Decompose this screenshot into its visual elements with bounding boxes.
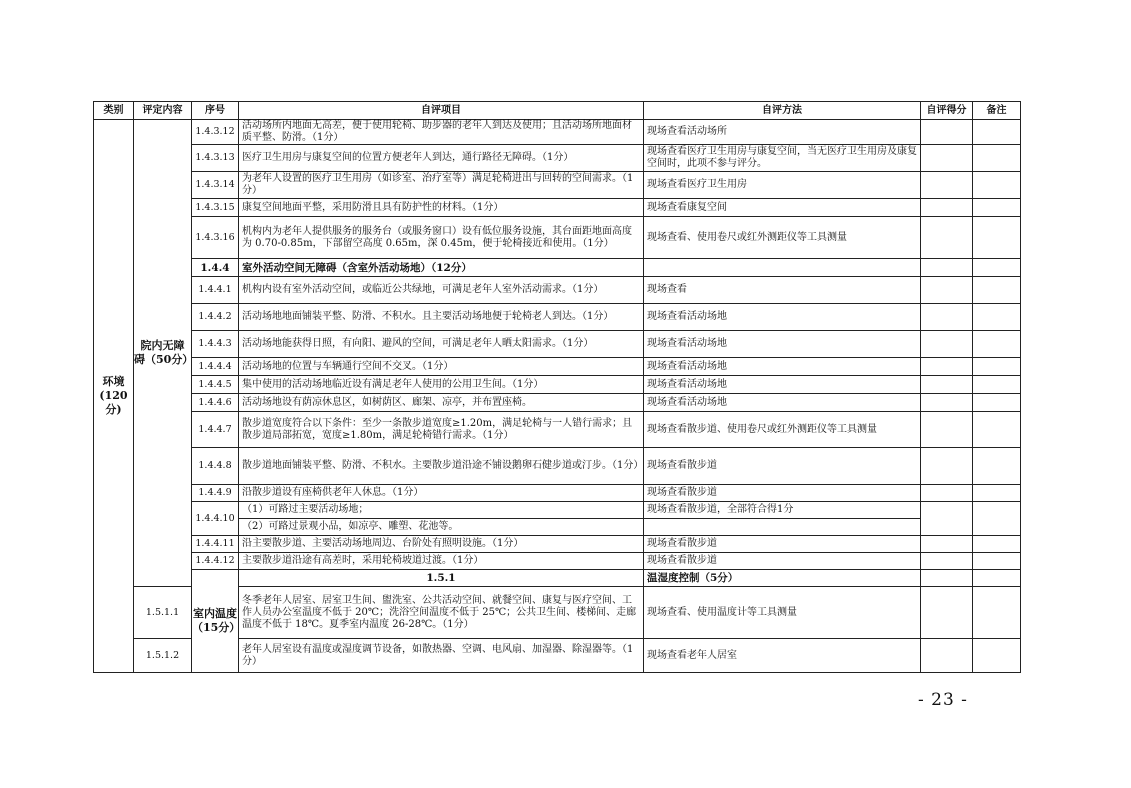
row-method: 现场查看散步道，全部符合得1分 (644, 502, 921, 519)
row-method: 现场查看散步道 (644, 485, 921, 502)
row-number: 1.4.4.11 (192, 536, 239, 553)
row-method: 现场查看活动场地 (644, 358, 921, 376)
row-method: 现场查看老年人居室 (644, 639, 921, 673)
section-method-cell (644, 259, 921, 277)
score-cell[interactable] (921, 145, 973, 172)
table-row (94, 277, 1021, 304)
note-cell[interactable] (973, 217, 1021, 259)
note-cell[interactable] (973, 394, 1021, 412)
row-number: 1.4.3.12 (192, 120, 239, 145)
row-number: 1.4.4.9 (192, 485, 239, 502)
row-item: 机构内为老年人提供服务的服务台（或服务窗口）设有低位服务设施，其台面距地面高度为 0.70-0.85m，下部留空高度 0.65m，深 0.45m，便于轮椅接近和使用。（1分） (239, 217, 644, 259)
table-row (94, 376, 1021, 394)
table-row (94, 172, 1021, 199)
row-number: 1.4.3.13 (192, 145, 239, 172)
row-method: 现场查看医疗卫生用房 (644, 172, 921, 199)
row-method: 现场查看活动场所 (644, 120, 921, 145)
subcategory-line: 院内无障 (140, 339, 185, 352)
score-cell[interactable] (921, 448, 973, 485)
note-cell[interactable] (973, 277, 1021, 304)
subcategory-accessibility (134, 120, 192, 587)
row-item: 医疗卫生用房与康复空间的位置方便老年人到达，通行路径无障碍。（1分） (239, 145, 644, 172)
table-row (94, 502, 1021, 519)
row-method: 现场查看散步道 (644, 448, 921, 485)
row-method: 现场查看康复空间 (644, 199, 921, 217)
row-item: 机构内设有室外活动空间，或临近公共绿地，可满足老年人室外活动需求。（1分） (239, 277, 644, 304)
section-number: 1.4.4 (192, 259, 239, 277)
note-cell[interactable] (973, 553, 1021, 570)
section-title: 温湿度控制（5分） (644, 570, 921, 587)
row-method: 现场查看活动场地 (644, 376, 921, 394)
row-item: 主要散步道沿途有高差时，采用轮椅坡道过渡。（1分） (239, 553, 644, 570)
header-seq: 序号 (192, 102, 239, 120)
note-cell[interactable] (973, 639, 1021, 673)
section-row (94, 259, 1021, 277)
row-method: 现场查看活动场地 (644, 331, 921, 358)
row-number: 1.4.4.3 (192, 331, 239, 358)
note-cell[interactable] (973, 199, 1021, 217)
table-row (94, 448, 1021, 485)
table-row (94, 145, 1021, 172)
row-method: 现场查看、使用卷尺或红外测距仪等工具测量 (644, 217, 921, 259)
subcategory-line: 碍（50分） (134, 353, 194, 366)
row-item: 散步道宽度符合以下条件：至少一条散步道宽度≥1.20m，满足轮椅与一人错行需求；且散步道局部拓宽，宽度≥1.80m，满足轮椅错行需求。（1分） (239, 412, 644, 448)
row-method-empty (644, 519, 921, 536)
row-item: 为老年人设置的医疗卫生用房（如诊室、治疗室等）满足轮椅进出与回转的空间需求。（1分） (239, 172, 644, 199)
score-cell[interactable] (921, 394, 973, 412)
header-content: 评定内容 (134, 102, 192, 120)
score-cell[interactable] (921, 639, 973, 673)
row-number: 1.4.4.1 (192, 277, 239, 304)
row-number: 1.4.4.7 (192, 412, 239, 448)
score-cell[interactable] (921, 259, 973, 277)
subcategory-line: 室内温度 (193, 607, 237, 620)
row-number: 1.4.4.12 (192, 553, 239, 570)
row-method: 现场查看 (644, 277, 921, 304)
row-number: 1.4.3.16 (192, 217, 239, 259)
note-cell[interactable] (973, 259, 1021, 277)
row-number: 1.4.4.8 (192, 448, 239, 485)
subcategory-line: （15分） (192, 621, 241, 634)
note-cell[interactable] (973, 145, 1021, 172)
row-item: 康复空间地面平整，采用防滑且具有防护性的材料。（1分） (239, 199, 644, 217)
table-row (94, 217, 1021, 259)
table-row (94, 120, 1021, 145)
row-method: 现场查看医疗卫生用房与康复空间，当无医疗卫生用房及康复空间时，此项不参与评分。 (644, 145, 921, 172)
row-item: 活动场地设有荫凉休息区，如树荫区、廊架、凉亭，并布置座椅。 (239, 394, 644, 412)
row-number: 1.4.3.14 (192, 172, 239, 199)
row-method: 现场查看散步道、使用卷尺或红外测距仪等工具测量 (644, 412, 921, 448)
score-cell[interactable] (921, 358, 973, 376)
table-row (94, 485, 1021, 502)
score-cell[interactable] (921, 553, 973, 570)
category-cell (94, 120, 134, 673)
score-cell[interactable] (921, 587, 973, 639)
row-item: 活动场地的位置与车辆通行空间不交叉。（1分） (239, 358, 644, 376)
section-method-cell (921, 570, 973, 587)
table-row (94, 394, 1021, 412)
note-cell[interactable] (973, 331, 1021, 358)
subcategory-temperature (192, 570, 239, 673)
row-item: 活动场地地面铺装平整、防滑、不积水。且主要活动场地便于轮椅老人到达。（1分） (239, 304, 644, 331)
row-method: 现场查看活动场地 (644, 394, 921, 412)
score-cell[interactable] (921, 199, 973, 217)
row-item: 集中使用的活动场地临近设有满足老年人使用的公用卫生间。（1分） (239, 376, 644, 394)
score-cell[interactable] (973, 570, 1021, 587)
note-cell[interactable] (973, 448, 1021, 485)
row-method: 现场查看、使用温度计等工具测量 (644, 587, 921, 639)
note-cell[interactable] (973, 172, 1021, 199)
note-cell[interactable] (973, 536, 1021, 553)
score-cell[interactable] (921, 502, 973, 536)
row-item: 老年人居室设有温度或湿度调节设备，如散热器、空调、电风扇、加湿器、除湿器等。（1分） (239, 639, 644, 673)
row-item: 冬季老年人居室、居室卫生间、盥洗室、公共活动空间、就餐空间、康复与医疗空间、工作人员办公室温度不低于 20℃；洗浴空间温度不低于 25℃；公共卫生间、楼梯间、走廊温度不低于 18℃。夏季室内温度 26-28℃。（1分） (239, 587, 644, 639)
row-item: 沿主要散步道、主要活动场地周边、台阶处有照明设施。（1分） (239, 536, 644, 553)
row-method: 现场查看散步道 (644, 553, 921, 570)
score-cell[interactable] (921, 331, 973, 358)
table-row (94, 304, 1021, 331)
note-cell[interactable] (973, 358, 1021, 376)
score-cell[interactable] (921, 485, 973, 502)
row-item: 活动场地能获得日照，有向阳、避风的空间，可满足老年人晒太阳需求。（1分） (239, 331, 644, 358)
row-item-part-b: （2）可路过景观小品，如凉亭、雕塑、花池等。 (239, 519, 644, 536)
note-cell[interactable] (973, 587, 1021, 639)
row-number: 1.4.4.2 (192, 304, 239, 331)
table-row (94, 553, 1021, 570)
row-method: 现场查看活动场地 (644, 304, 921, 331)
header-category: 类别 (94, 102, 134, 120)
row-item-part-a: （1）可路过主要活动场地； (239, 502, 644, 519)
score-cell[interactable] (921, 412, 973, 448)
table-header-row (94, 102, 1021, 120)
score-cell[interactable] (921, 536, 973, 553)
category-line: (120 (99, 389, 128, 402)
score-cell[interactable] (921, 376, 973, 394)
note-cell[interactable] (973, 412, 1021, 448)
category-line: 分) (105, 403, 122, 416)
header-score: 自评得分 (921, 102, 973, 120)
section-title: 室外活动空间无障碍（含室外活动场地）（12分） (239, 259, 644, 277)
page-number: - 23 - (918, 690, 968, 710)
row-number: 1.5.1.2 (134, 639, 192, 673)
row-number: 1.4.4.5 (192, 376, 239, 394)
score-cell[interactable] (921, 277, 973, 304)
row-number: 1.5.1.1 (134, 587, 192, 639)
row-number: 1.4.4.4 (192, 358, 239, 376)
score-cell[interactable] (921, 217, 973, 259)
header-method: 自评方法 (644, 102, 921, 120)
row-item: 散步道地面铺装平整、防滑、不积水。主要散步道沿途不铺设鹅卵石健步道或汀步。（1分） (239, 448, 644, 485)
note-cell[interactable] (973, 376, 1021, 394)
score-cell[interactable] (921, 304, 973, 331)
row-number: 1.4.3.15 (192, 199, 239, 217)
section-number: 1.5.1 (239, 570, 644, 587)
row-item: 沿散步道设有座椅供老年人休息。（1分） (239, 485, 644, 502)
note-cell[interactable] (973, 120, 1021, 145)
table-row (94, 199, 1021, 217)
score-cell[interactable] (921, 120, 973, 145)
note-cell[interactable] (973, 485, 1021, 502)
header-note: 备注 (973, 102, 1021, 120)
table-row (94, 412, 1021, 448)
category-line: 环境 (102, 375, 125, 388)
evaluation-table (93, 101, 1021, 673)
note-cell[interactable] (973, 304, 1021, 331)
score-cell[interactable] (921, 172, 973, 199)
header-item: 自评项目 (239, 102, 644, 120)
table-row (94, 536, 1021, 553)
section-row (94, 570, 1021, 587)
row-item: 活动场所内地面无高差，便于使用轮椅、助步器的老年人到达及使用；且活动场所地面材质平整、防滑。（1分） (239, 120, 644, 145)
row-number: 1.4.4.6 (192, 394, 239, 412)
note-cell[interactable] (973, 502, 1021, 536)
table-row (94, 331, 1021, 358)
table-row (94, 358, 1021, 376)
row-method: 现场查看散步道 (644, 536, 921, 553)
row-number: 1.4.4.10 (192, 502, 239, 536)
